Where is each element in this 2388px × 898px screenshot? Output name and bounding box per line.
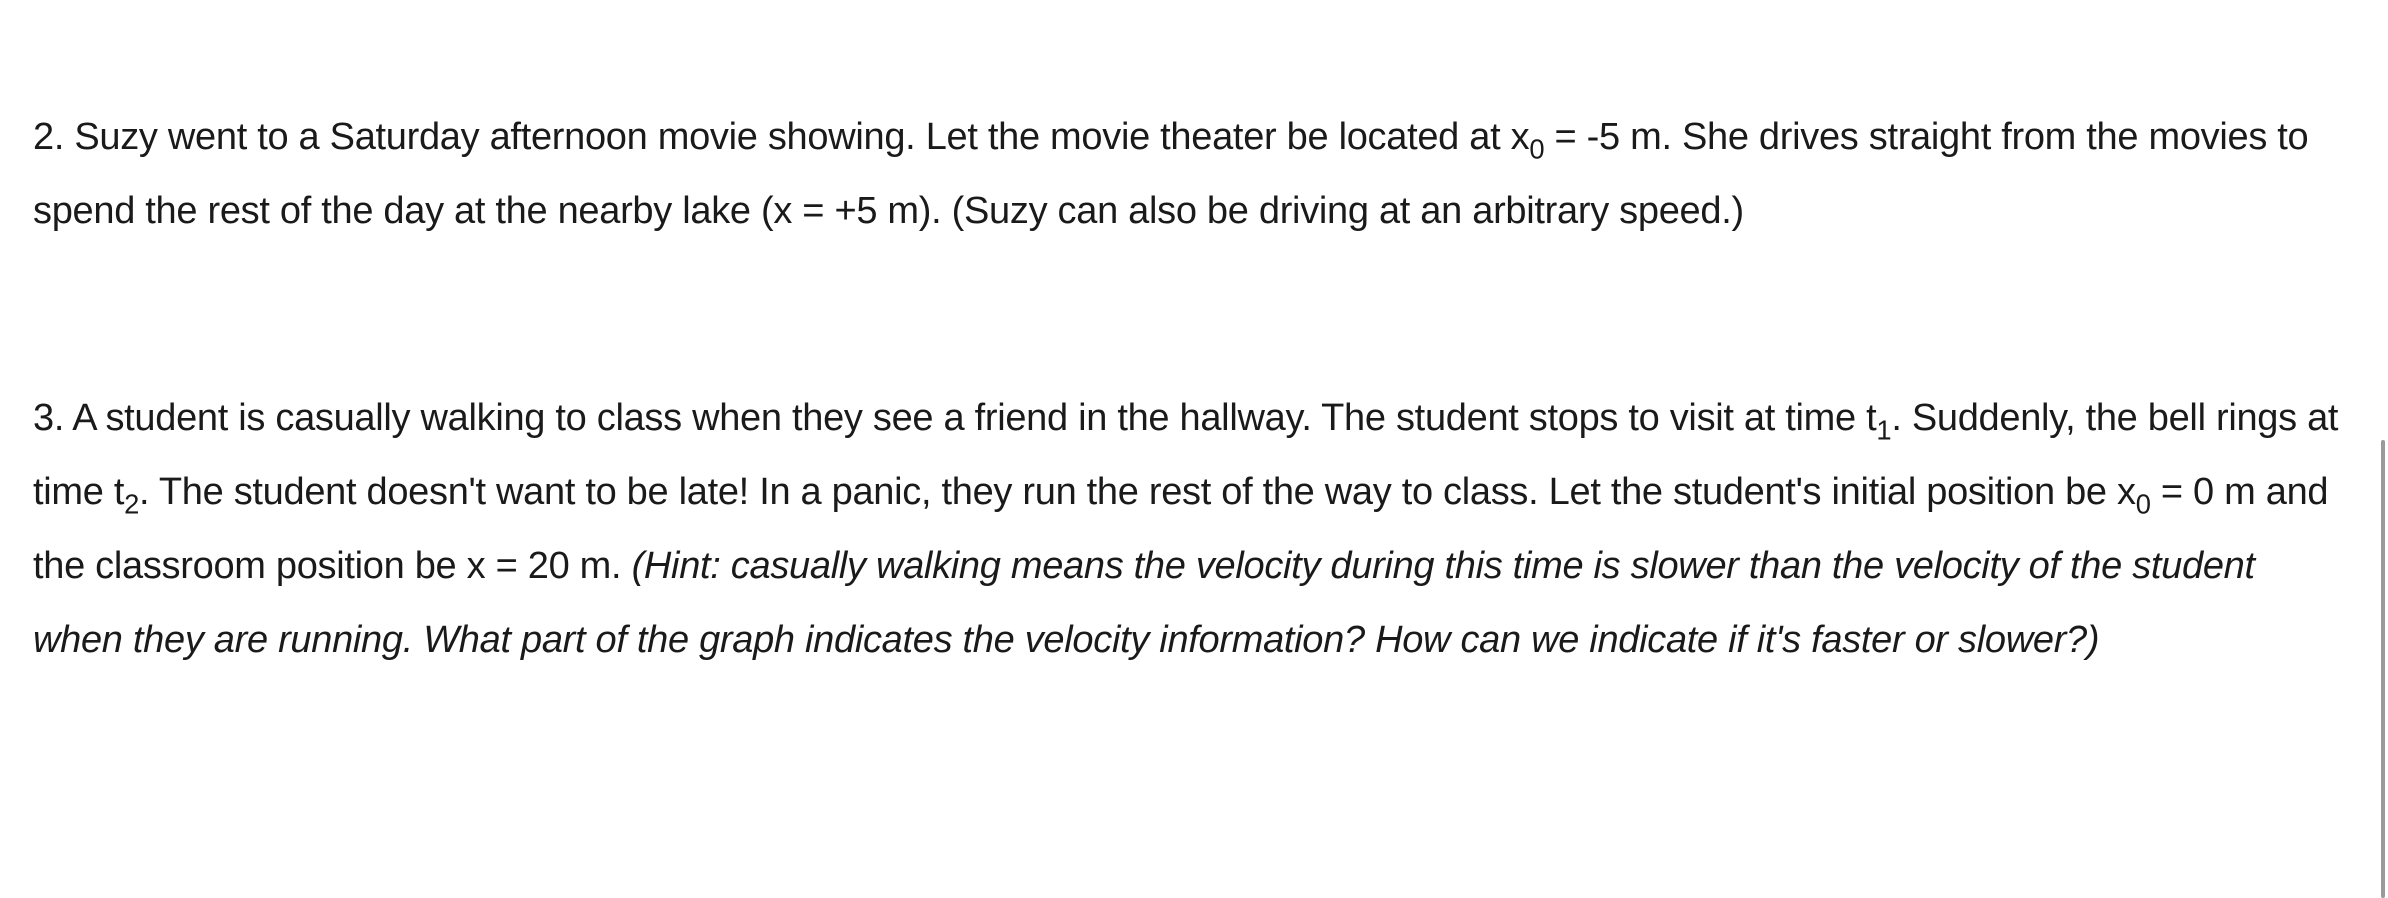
- question-3-text-b: . Suddenly, the bell rings at time t: [33, 397, 2339, 513]
- scrollbar-thumb[interactable]: [2381, 440, 2385, 898]
- vertical-scrollbar[interactable]: [2372, 0, 2388, 898]
- question-3-text-c: . The student doesn't want to be late! In a panic, they run the rest of the way to class. Let the student's initial position be x: [139, 471, 2136, 513]
- question-3-text-d: = 0 m and the classroom position be x = 20 m.: [33, 471, 2329, 587]
- question-3-hint: (Hint: casually walking means the velocity during this time is slower than the velocity of the student when they are running. What part of the graph indicates the velocity information? How can we indicate if it's faster or slower?): [33, 545, 2255, 661]
- question-3: [33, 381, 2353, 677]
- subscript-zero: 0: [1529, 133, 1545, 165]
- subscript-zero: 0: [2135, 488, 2151, 520]
- question-2: [33, 100, 2353, 248]
- subscript-two: 2: [124, 488, 140, 520]
- question-2-text-b: = -5 m. She drives straight from the movies to spend the rest of the day at the nearby lake (x = +5 m). (Suzy can also be driving at an arbitrary speed.): [33, 116, 2309, 232]
- question-2-text-a: 2. Suzy went to a Saturday afternoon movie showing. Let the movie theater be located at x: [33, 116, 1530, 158]
- question-3-text-a: 3. A student is casually walking to class when they see a friend in the hallway. The student stops to visit at time t: [33, 397, 1877, 439]
- subscript-one: 1: [1876, 414, 1892, 446]
